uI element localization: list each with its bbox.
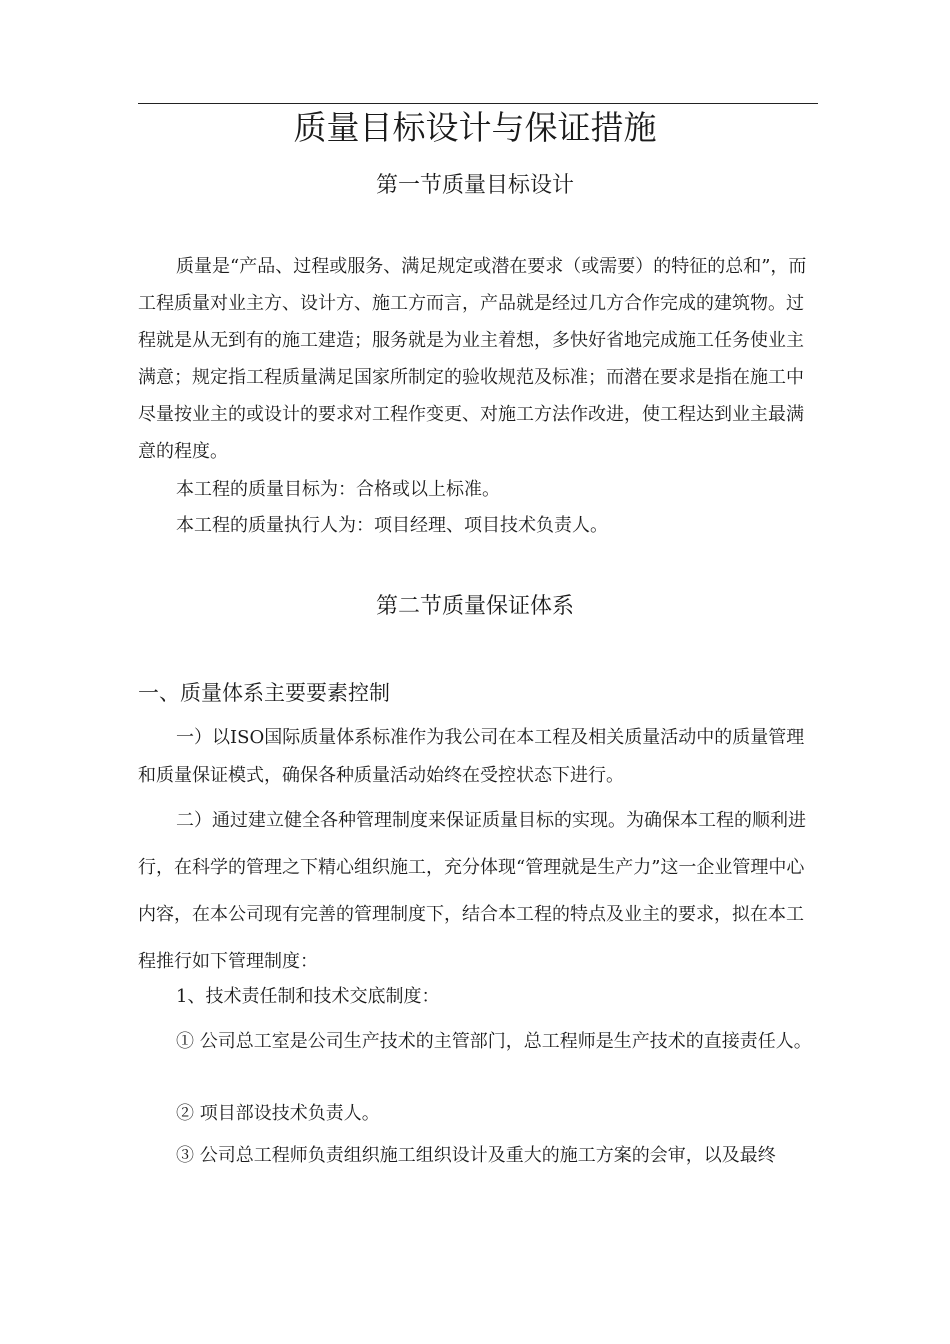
section1-title: 第一节质量目标设计 xyxy=(375,173,574,198)
point-1-paragraph: ① 公司总工室是公司生产技术的主管部门，总工程师是生产技术的直接责任人。 xyxy=(176,1031,812,1052)
subitem-1: 1、技术责任制和技术交底制度： xyxy=(176,986,440,1007)
item-2-paragraph: 二）通过建立健全各种管理制度来保证质量目标的实现。为确保本工程的顺利进行，在科学的管理之下精心组织施工，充分体现“管理就是生产力”这一企业管理中心内容，在本公司现有完善的管理制度下，结合本工程的特点及业主的要求，拟在本工程推行如下管理制度： xyxy=(138,810,806,972)
item-1-paragraph: 一）以ISO国际质量体系标准作为我公司在本工程及相关质量活动中的质量管理和质量保证模式，确保各种质量活动始终在受控状态下进行。 xyxy=(138,727,805,786)
header-rule xyxy=(138,103,818,104)
quality-goal-line: 本工程的质量目标为：合格或以上标准。 xyxy=(176,479,500,500)
point-3-paragraph: ③ 公司总工程师负责组织施工组织设计及重大的施工方案的会审，以及最终 xyxy=(176,1145,776,1166)
point-2: ② 项目部设技术负责人。 xyxy=(176,1103,380,1124)
subheading-1: 一、质量体系主要要素控制 xyxy=(138,681,390,705)
section1-paragraph: 质量是“产品、过程或服务、满足规定或潜在要求（或需要）的特征的总和”，而工程质量对业主方、设计方、施工方而言，产品就是经过几方合作完成的建筑物。过程就是从无到有的施工建造；服务就是为业主着想，多快好省地完成施工任务使业主满意；规定指工程质量满足国家所制定的验收规范及标准；而潜在要求是指在施工中尽量按业主的或设计的要求对工程作变更、对施工方法作改进，使工程达到业主最满意的程度。 xyxy=(138,256,807,462)
section2-title: 第二节质量保证体系 xyxy=(375,594,574,619)
quality-executor-line: 本工程的质量执行人为：项目经理、项目技术负责人。 xyxy=(176,515,608,536)
document-title: 质量目标设计与保证措施 xyxy=(293,108,657,147)
